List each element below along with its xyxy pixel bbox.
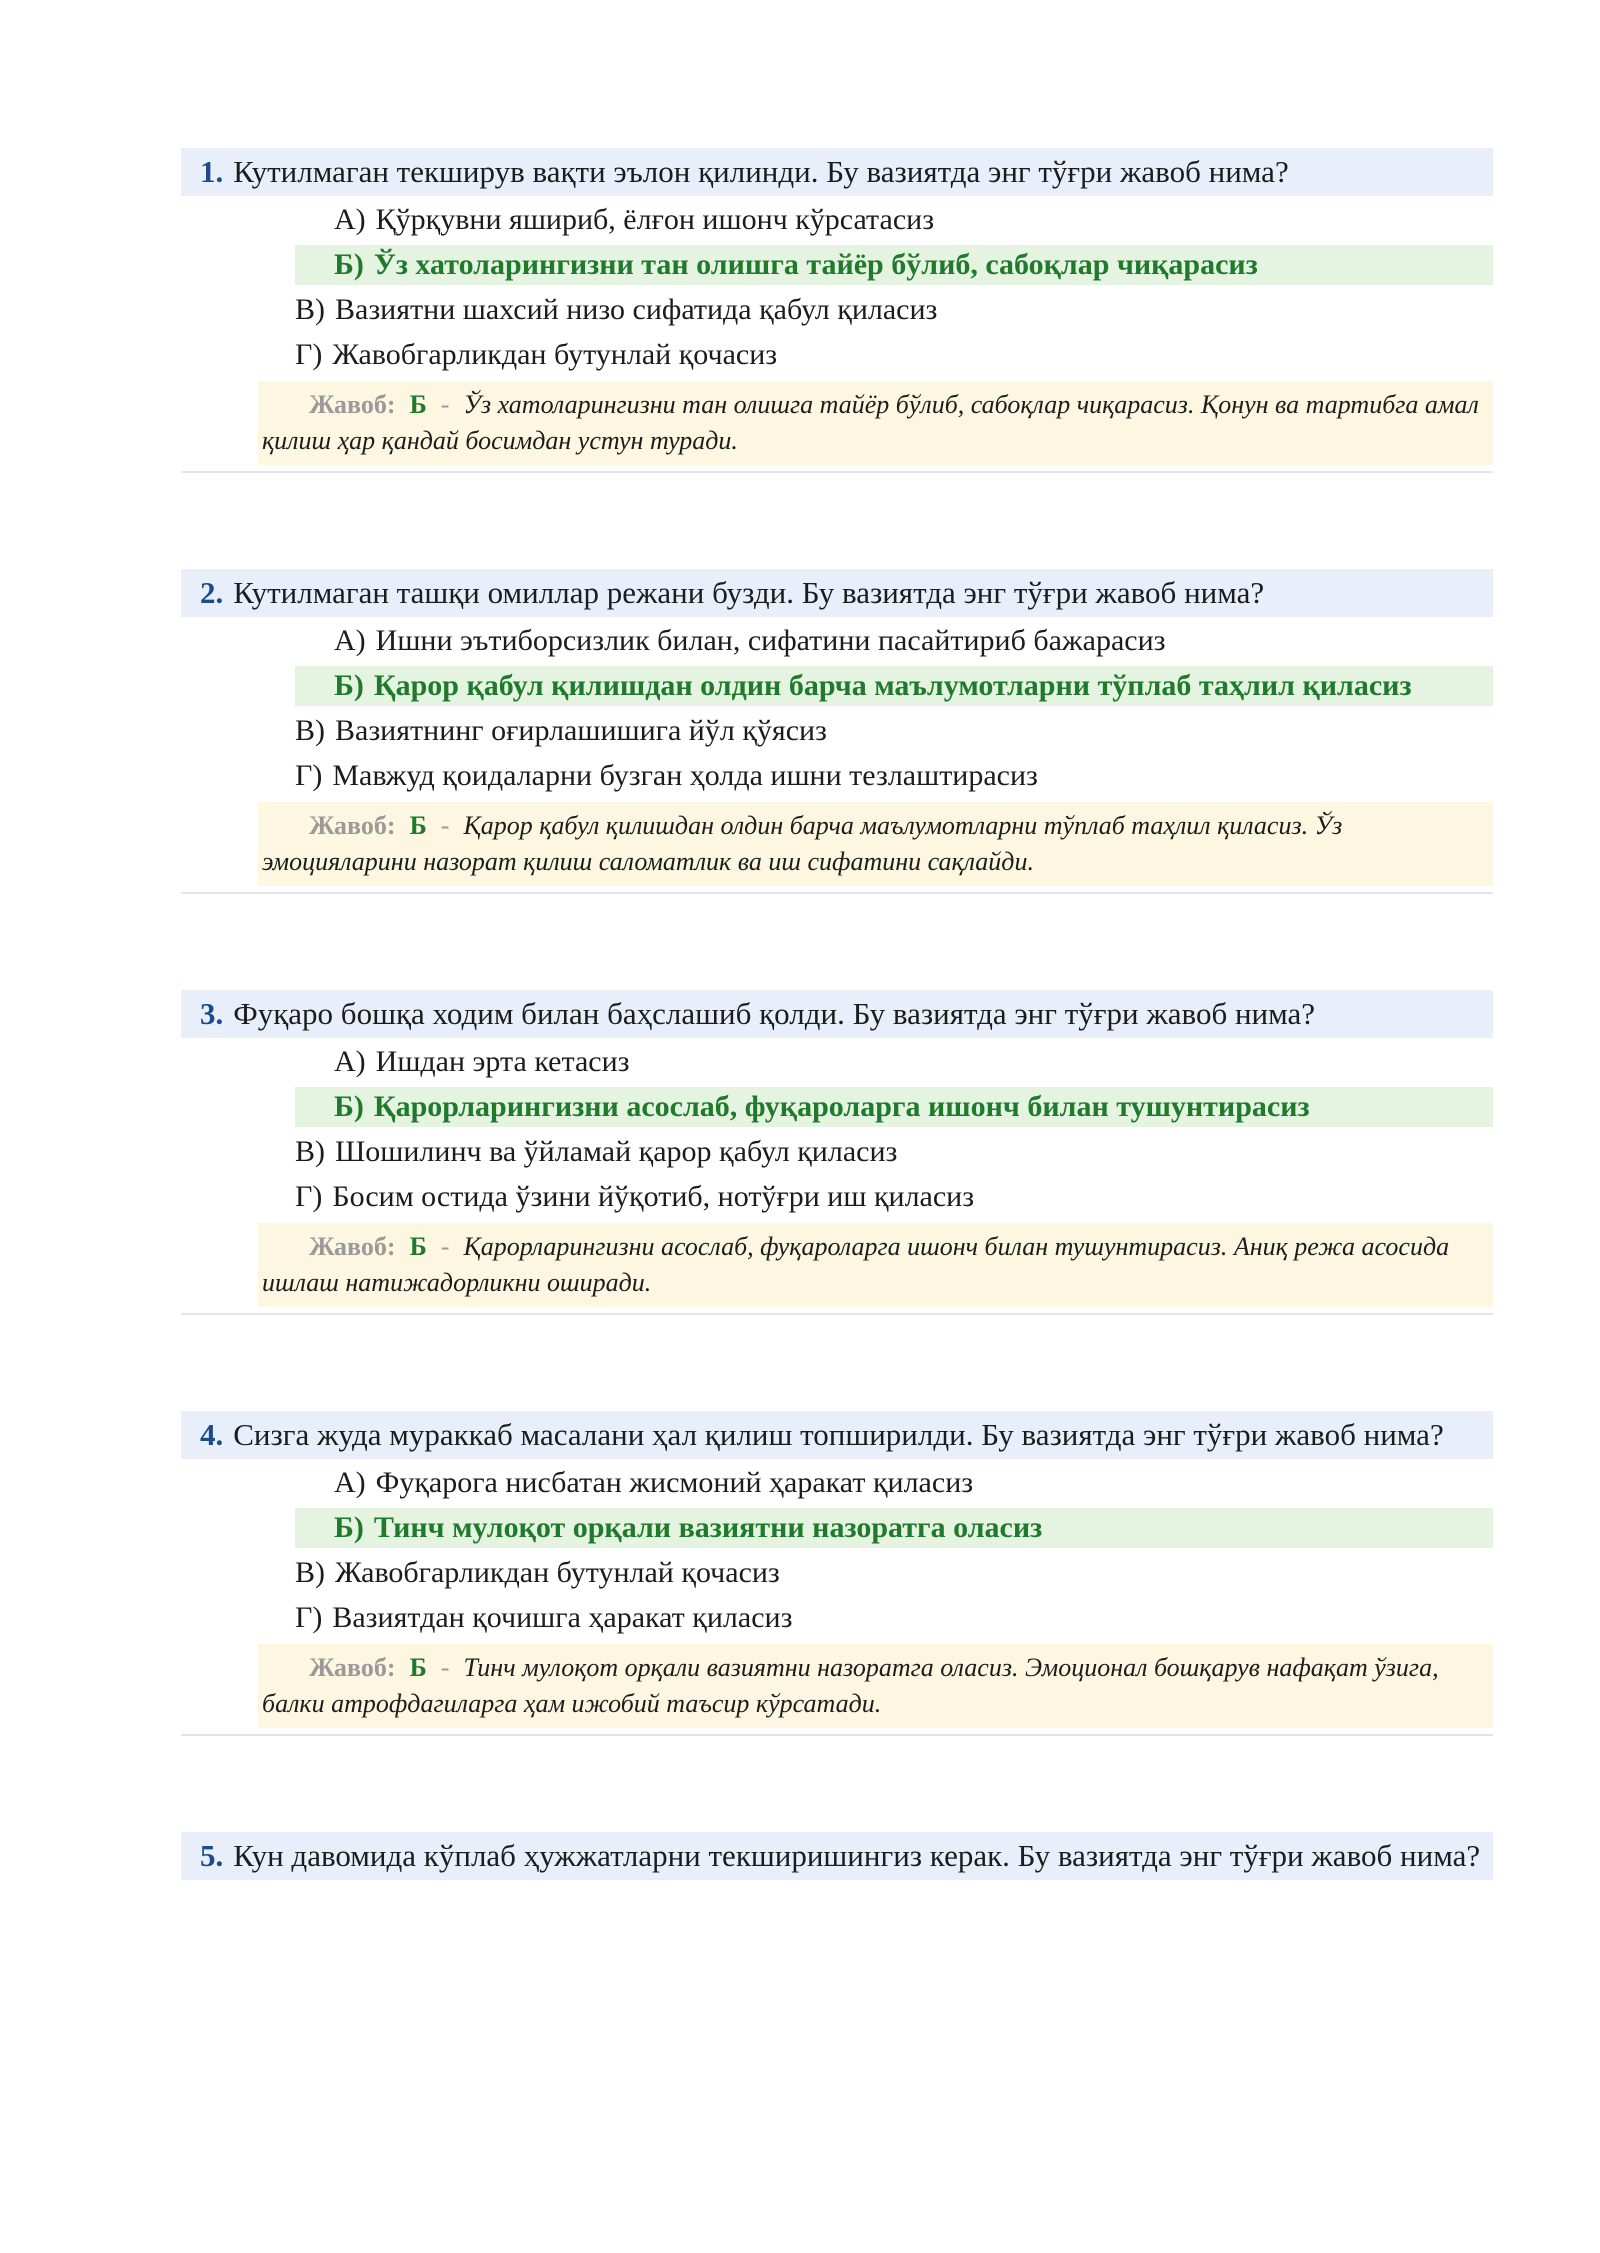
question-text [181,1832,1493,1880]
option-g [181,756,1493,796]
question-block [181,990,1493,1411]
option-text: Ишни эътиборсизлик билан, сифатини пасайтириб бажарасиз [375,624,1166,657]
question-number: 3. [200,996,224,1031]
option-letter: Б) [334,669,364,702]
question-block [181,1411,1493,1832]
option-v [181,290,1493,330]
answer-letter: Б [409,1232,427,1261]
question-number: 5. [200,1838,224,1873]
option-text: Қарорларингизни асослаб, фуқароларга ишонч билан тушунтирасиз [373,1090,1310,1123]
answer-text: Қарор қабул қилишдан олдин барча маълумотларни тўплаб таҳлил қиласиз. Ўз эмоцияларини назорат қилиш саломатлик ва иш сифатини сақлайди. [262,811,1343,876]
answer-dash: - [440,1232,450,1261]
answer-letter: Б [409,390,427,419]
question-label: Кун давомида кўплаб ҳужжатларни текширишингиз керак. Бу вазиятда энг тўғри жавоб нима? [233,1838,1481,1873]
option-text: Вазиятни шахсий низо сифатида қабул қиласиз [335,293,938,326]
option-letter: А) [334,624,366,657]
option-text: Тинч мулоқот орқали вазиятни назоратга оласиз [373,1511,1043,1544]
option-b-correct [295,666,1493,706]
option-text: Қўрқувни яшириб, ёлғон ишонч кўрсатасиз [375,203,935,236]
question-number: 4. [200,1417,224,1452]
option-text: Мавжуд қоидаларни бузган ҳолда ишни тезлаштирасиз [332,759,1038,792]
option-letter: А) [334,1045,366,1078]
option-text: Вазиятнинг оғирлашишига йўл қўясиз [335,714,827,747]
option-letter: Г) [295,1180,323,1213]
question-block [181,148,1493,569]
answer-dash: - [440,811,450,840]
divider [181,892,1493,894]
answer-dash: - [440,1653,450,1682]
answer-box [258,802,1493,886]
question-text [181,1411,1493,1459]
option-v [181,1132,1493,1172]
option-a [181,1042,1493,1082]
option-g [181,335,1493,375]
option-letter: В) [295,1135,325,1168]
answer-label: Жавоб: [309,1232,396,1261]
option-text: Вазиятдан қочишга ҳаракат қиласиз [332,1601,793,1634]
option-letter: А) [334,203,366,236]
answer-box [258,1644,1493,1728]
answer-box [258,1223,1493,1307]
option-b-correct [295,1087,1493,1127]
option-letter: Б) [334,1511,364,1544]
question-text [181,148,1493,196]
question-number: 2. [200,575,224,610]
question-label: Кутилмаган текширув вақти эълон қилинди. Бу вазиятда энг тўғри жавоб нима? [233,154,1289,189]
answer-label: Жавоб: [309,811,396,840]
answer-label: Жавоб: [309,1653,396,1682]
option-letter: В) [295,714,325,747]
option-letter: А) [334,1466,366,1499]
question-block [181,1832,1493,2253]
option-letter: Г) [295,1601,323,1634]
option-text: Фуқарога нисбатан жисмоний ҳаракат қиласиз [375,1466,974,1499]
option-g [181,1177,1493,1217]
answer-text: Қарорларингизни асослаб, фуқароларга ишонч билан тушунтирасиз. Аниқ режа асосида ишлаш натижадорликни оширади. [262,1232,1450,1297]
option-text: Жавобгарликдан бутунлай қочасиз [335,1556,780,1589]
option-letter: Б) [334,248,364,281]
option-text: Босим остида ўзини йўқотиб, нотўғри иш қиласиз [332,1180,975,1213]
option-letter: В) [295,293,325,326]
option-text: Қарор қабул қилишдан олдин барча маълумотларни тўплаб таҳлил қиласиз [373,669,1412,702]
quiz-page [181,148,1493,2253]
answer-dash: - [440,390,450,419]
option-a [181,1463,1493,1503]
option-text: Ишдан эрта кетасиз [375,1045,630,1078]
option-b-correct [295,1508,1493,1548]
answer-letter: Б [409,1653,427,1682]
option-letter: Б) [334,1090,364,1123]
answer-box [258,381,1493,465]
question-label: Сизга жуда мураккаб масалани ҳал қилиш топширилди. Бу вазиятда энг тўғри жавоб нима? [233,1417,1444,1452]
option-g [181,1598,1493,1638]
divider [181,471,1493,473]
option-text: Жавобгарликдан бутунлай қочасиз [332,338,778,371]
answer-label: Жавоб: [309,390,396,419]
option-b-correct [295,245,1493,285]
question-block [181,569,1493,990]
option-a [181,621,1493,661]
answer-text: Ўз хатоларингизни тан олишга тайёр бўлиб, сабоқлар чиқарасиз. Қонун ва тартибга амал қилиш ҳар қандай босимдан устун туради. [262,390,1479,455]
question-label: Кутилмаган ташқи омиллар режани бузди. Бу вазиятда энг тўғри жавоб нима? [233,575,1265,610]
question-label: Фуқаро бошқа ходим билан баҳслашиб қолди. Бу вазиятда энг тўғри жавоб нима? [233,996,1316,1031]
option-v [181,711,1493,751]
option-letter: Г) [295,759,323,792]
option-letter: В) [295,1556,325,1589]
option-text: Шошилинч ва ўйламай қарор қабул қиласиз [335,1135,898,1168]
option-a [181,200,1493,240]
answer-text: Тинч мулоқот орқали вазиятни назоратга оласиз. Эмоционал бошқарув нафақат ўзига, балки атрофдагиларга ҳам ижобий таъсир кўрсатади. [262,1653,1439,1718]
option-text: Ўз хатоларингизни тан олишга тайёр бўлиб, сабоқлар чиқарасиз [373,248,1258,281]
question-number: 1. [200,154,224,189]
question-text [181,569,1493,617]
divider [181,1313,1493,1315]
option-v [181,1553,1493,1593]
question-text [181,990,1493,1038]
option-letter: Г) [295,338,323,371]
answer-letter: Б [409,811,427,840]
divider [181,1734,1493,1736]
